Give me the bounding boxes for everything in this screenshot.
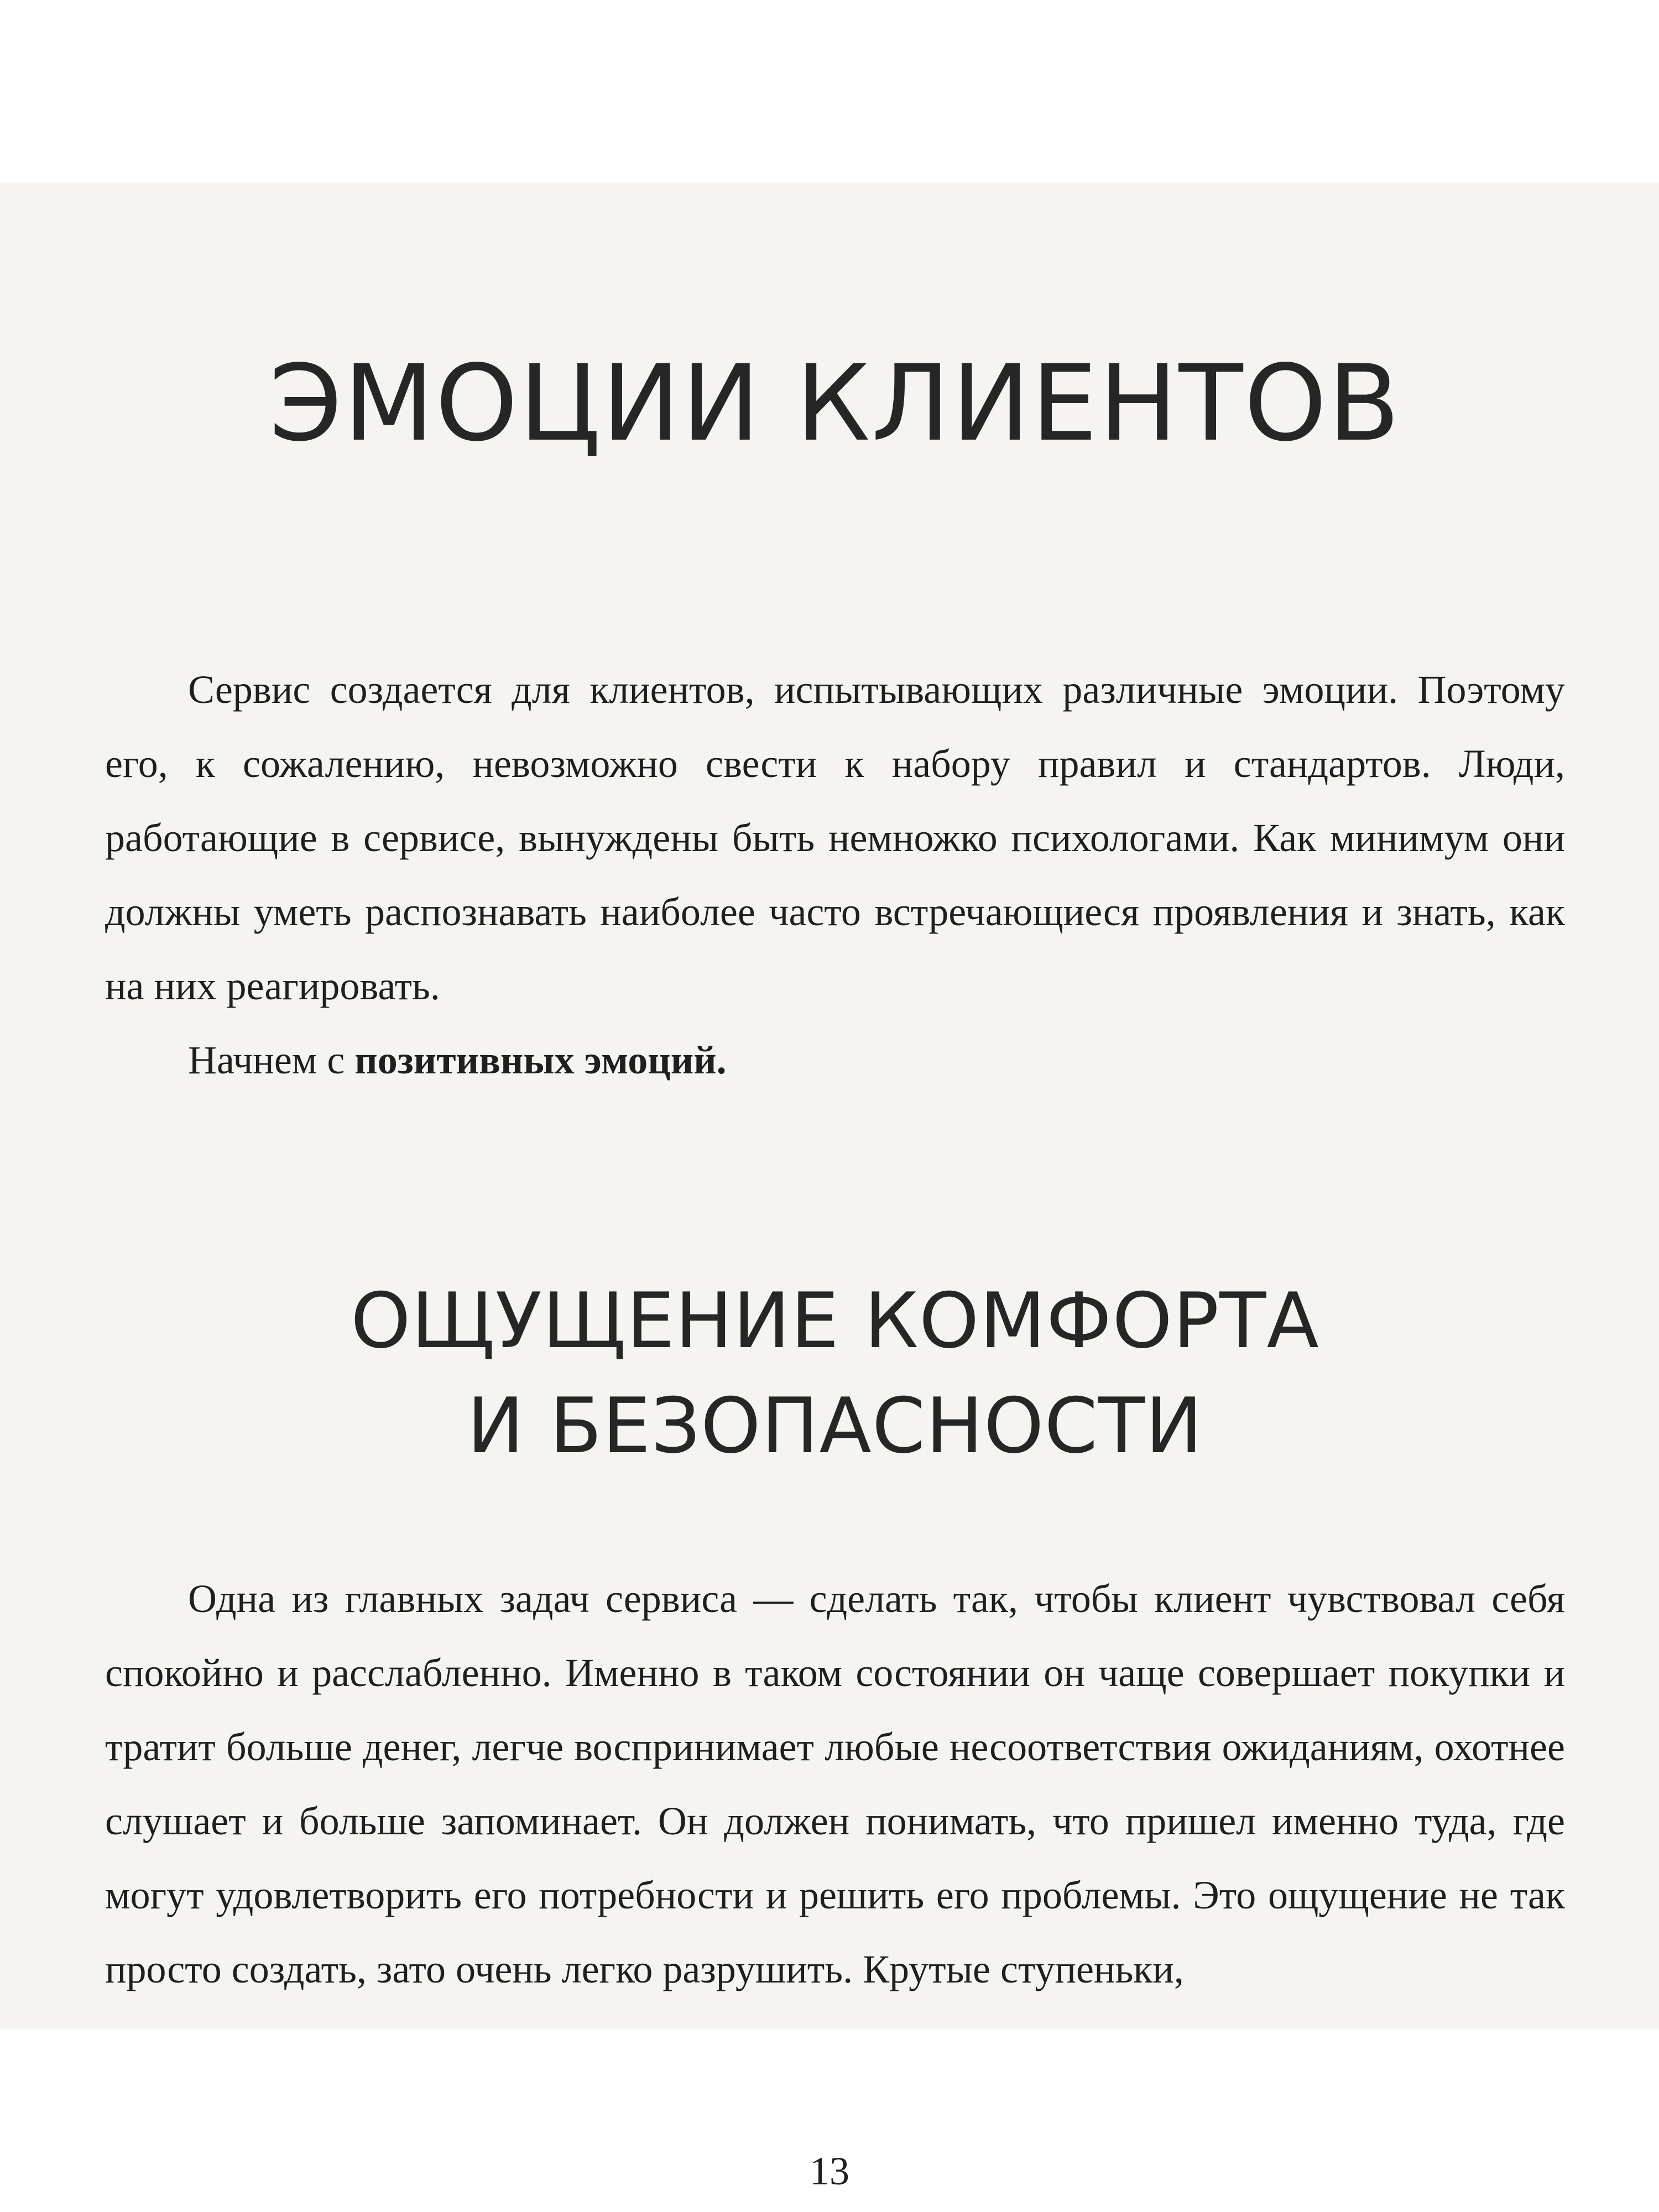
positive-emotions-bold: позитивных эмоций. xyxy=(354,1038,727,1082)
intro-paragraph: Сервис создается для клиентов, испытывающих различные эмоции. Поэтому его, к сожалению, невозможно свести к набору правил и стандартов. Люди, работающие в сервисе, вынуждены быть немножко психологами. Как минимум они должны уметь распознавать наиболее часто встречающиеся проявления и знать, как на них реагировать. xyxy=(105,667,1565,1008)
page-content xyxy=(105,321,1565,2006)
chapter-title: ЭМОЦИИ КЛИЕНТОВ xyxy=(269,342,1401,465)
page-number: 13 xyxy=(810,2149,849,2193)
section-title-line-2: И БЕЗОПАСНОСТИ xyxy=(467,1381,1203,1470)
intro-prefix-text: Начнем с xyxy=(188,1038,355,1082)
intro-paragraph-emphasis xyxy=(105,1023,1565,1097)
book-page xyxy=(0,182,1659,2193)
section-paragraph: Одна из главных задач сервиса — сделать так, чтобы клиент чувствовал себя спокойно и расслабленно. Именно в таком состоянии он чаще совершает покупки и тратит больше денег, легче воспринимает любые несоответствия ожиданиям, охотнее слушает и больше запоминает. Он должен понимать, что пришел именно туда, где могут удовлетворить его потребности и решить его проблемы. Это ощущение не так просто создать, зато очень легко разрушить. Крутые ступеньки, xyxy=(105,1577,1565,1991)
section-title xyxy=(105,1269,1565,1479)
section-title-line-1: ОЩУЩЕНИЕ КОМФОРТА xyxy=(351,1276,1319,1365)
